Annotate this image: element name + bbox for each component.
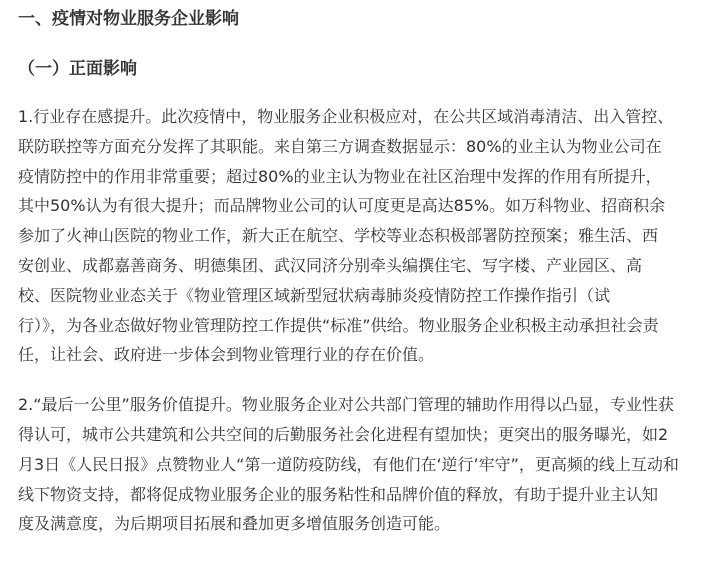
text-line: 得认可，城市公共建筑和公共空间的后勤服务社会化进程有望加快；更突出的服务曝光，如2 (18, 424, 669, 444)
text-line: 1.行业存在感提升。此次疫情中，物业服务企业积极应对，在公共区域消毒清洁、出入管控、 (18, 107, 674, 126)
text-line: 行）》，为各业态做好物业管理防控工作提供“标准”供给。物业服务企业积极主动承担社会责 (18, 315, 659, 335)
paragraph-industry-presence (18, 102, 699, 370)
text-line: 线下物资支持，都将促成物业服务企业的服务粘性和品牌价值的释放，有助于提升业主认知 (18, 484, 659, 504)
section-heading: 一、疫情对物业服务企业影响 (18, 9, 239, 29)
paragraph-last-mile-value (18, 390, 699, 539)
text-line: 联防联控等方面充分发挥了其职能。来自第三方调查数据显示：80%的业主认为物业公司在 (18, 136, 662, 156)
text-line: 参加了火神山医院的物业工作，新大正在航空、学校等业态积极部署防控预案；雅生活、西 (18, 226, 659, 246)
text-line: 其中50%认为有很大提升；而品牌物业公司的认可度更是高达85%。如万科物业、招商积余 (18, 196, 666, 216)
text-line: 月3日《人民日报》点赞物业人“第一道防疫防线，有他们在‘逆行’牢守”，更高频的线上互动和 (18, 454, 679, 474)
text-line: 疫情防控中的作用非常重要；超过80%的业主认为物业在社区治理中发挥的作用有所提升， (18, 166, 662, 186)
text-line: 校、医院物业业态关于《物业管理区域新型冠状病毒肺炎疫情防控工作操作指引（试 (18, 285, 611, 305)
text-line: 安创业、成都嘉善商务、明德集团、武汉同济分别牵头编撰住宅、写字楼、产业园区、高 (18, 255, 643, 275)
text-line: 度及满意度，为后期项目拓展和叠加更多增值服务创造可能。 (18, 514, 451, 534)
text-line: 2.“最后一公里”服务价值提升。物业服务企业对公共部门管理的辅助作用得以凸显，专业性获 (18, 395, 674, 415)
text-line: 任，让社会、政府进一步体会到物业管理行业的存在价值。 (18, 345, 435, 365)
subsection-heading: （一）正面影响 (18, 59, 137, 79)
